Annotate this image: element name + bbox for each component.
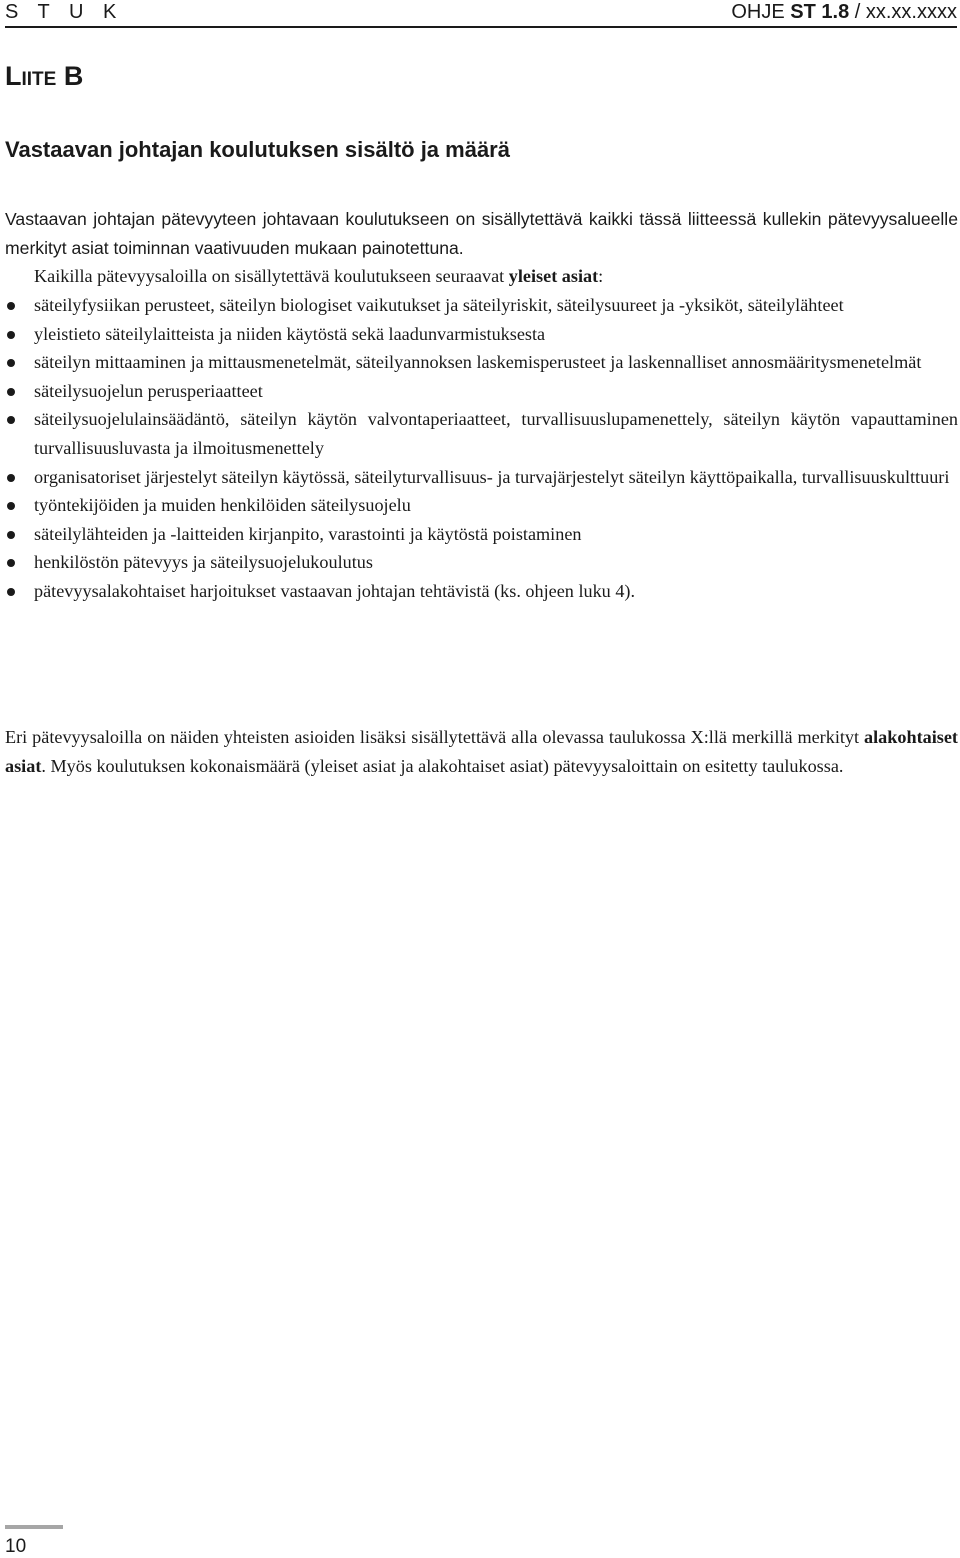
closing-text-end: . Myös koulutuksen kokonaismäärä (yleiset asiat ja alakohtaiset asiat) pätevyysaloittain on esitetty taulukossa. (41, 755, 844, 776)
closing-bold-term: alakohtaiset asiat (5, 727, 958, 776)
document-date: / xx.xx.xxxx (854, 1, 957, 23)
list-item: säteilysuojelun perusperiaatteet (5, 377, 958, 406)
appendix-letter: B (63, 61, 84, 91)
lead-bold-term: yleiset asiat (508, 266, 599, 286)
closing-paragraph (5, 723, 958, 780)
list-item: työntekijöiden ja muiden henkilöiden säteilysuojelu (5, 491, 958, 520)
list-item: säteilylähteiden ja -laitteiden kirjanpito, varastointi ja käytöstä poistaminen (5, 520, 958, 549)
running-header (5, 0, 957, 28)
document-id: ST 1.8 (790, 1, 850, 23)
list-item: yleistieto säteilylaitteista ja niiden käytöstä sekä laadunvarmistuksesta (5, 320, 958, 349)
appendix-word: Liite (5, 61, 57, 91)
general-topics-list (5, 291, 958, 606)
lead-text: Kaikilla pätevyysaloilla on sisällytettävä koulutukseen seuraavat (34, 266, 505, 286)
list-item: säteilyn mittaaminen ja mittausmenetelmät, säteilyannoksen laskemisperusteet ja laskennalliset annosmääritysmenetelmät (5, 348, 958, 377)
section-title: Vastaavan johtajan koulutuksen sisältö ja määrä (5, 137, 510, 162)
intro-paragraph: Vastaavan johtajan pätevyyteen johtavaan koulutukseen on sisällytettävä kaikki tässä liitteessä kullekin pätevyysalueelle merkityt asiat toiminnan vaativuuden mukaan painotettuna. (5, 209, 958, 258)
list-item: säteilysuojelulainsäädäntö, säteilyn käytön valvontaperiaatteet, turvallisuuslupamenettely, säteilyn käytön vapauttaminen turvallisuusluvasta ja ilmoitusmenettely (5, 405, 958, 462)
organization-name: S T U K (5, 1, 124, 23)
footer-rule (5, 1525, 63, 1529)
appendix-heading (5, 60, 83, 92)
page-number: 10 (5, 1536, 27, 1557)
list-item: henkilöstön pätevyys ja säteilysuojelukoulutus (5, 548, 958, 577)
document-type: OHJE (731, 1, 785, 23)
lead-end: : (598, 266, 604, 286)
list-item: organisatoriset järjestelyt säteilyn käytössä, säteilyturvallisuus- ja turvajärjestelyt säteilyn käyttöpaikalla, turvallisuuskulttuuri (5, 463, 958, 492)
general-topics-lead (5, 262, 958, 291)
document-reference (731, 0, 957, 24)
list-item: säteilyfysiikan perusteet, säteilyn biologiset vaikutukset ja säteilyriskit, säteilysuureet ja -yksiköt, säteilylähteet (5, 291, 958, 320)
closing-text-start: Eri pätevyysaloilla on näiden yhteisten asioiden lisäksi sisällytettävä alla olevassa taulukossa X:llä merkillä merkityt (5, 727, 860, 747)
list-item: pätevyysalakohtaiset harjoitukset vastaavan johtajan tehtävistä (ks. ohjeen luku 4). (5, 577, 958, 606)
